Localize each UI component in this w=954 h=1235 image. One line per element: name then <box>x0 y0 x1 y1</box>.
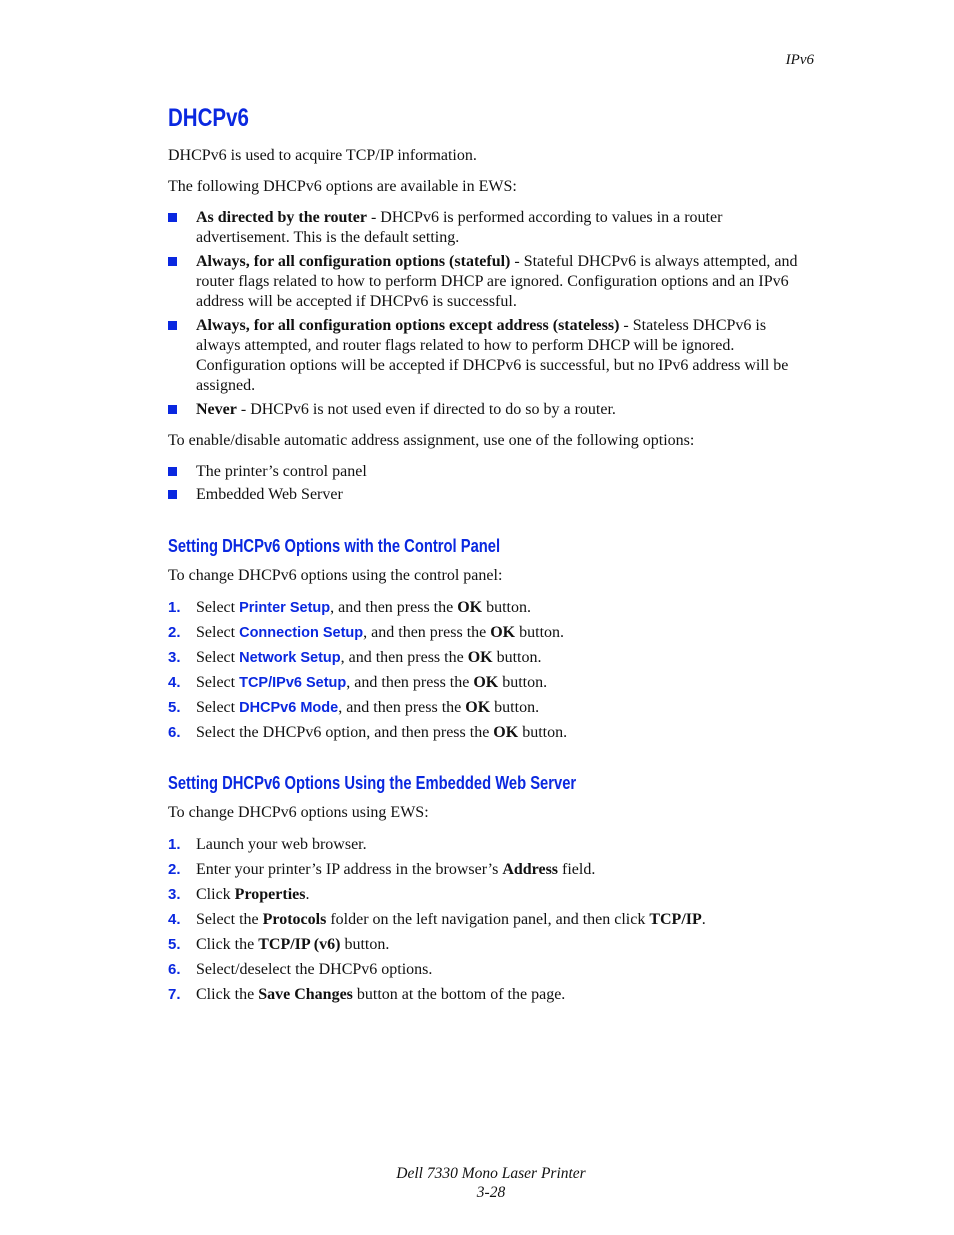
step-text: . <box>701 911 706 928</box>
page-footer <box>0 1164 954 1202</box>
menu-item-label: DHCPv6 Mode <box>239 700 339 716</box>
options-intro-paragraph: The following DHCPv6 options are available in EWS: <box>168 178 517 195</box>
bullet-square-icon <box>168 467 177 476</box>
bullet-square-icon <box>168 257 177 266</box>
intro-paragraph: DHCPv6 is used to acquire TCP/IP information. <box>168 147 477 164</box>
step-text: Select <box>196 674 240 691</box>
step-number: 6. <box>168 961 181 978</box>
step-number: 1. <box>168 599 181 616</box>
menu-item-label: Connection Setup <box>239 625 364 641</box>
step-text: , and then press the <box>338 699 466 716</box>
list-item <box>168 400 813 420</box>
step-text: Click the <box>196 986 259 1003</box>
step-item <box>168 623 813 643</box>
step-text: Enter your printer’s IP address in the browser’s <box>196 861 503 878</box>
step-text: button. <box>515 624 565 641</box>
method-label: Embedded Web Server <box>196 486 343 503</box>
button-name: OK <box>490 624 516 641</box>
step-text: button. <box>482 599 531 616</box>
step-text: button. <box>518 724 568 741</box>
list-item <box>168 316 813 396</box>
menu-item-label: Printer Setup <box>239 600 331 616</box>
button-name: OK <box>465 699 491 716</box>
step-text: Select <box>196 624 240 641</box>
step-number: 3. <box>168 886 181 903</box>
list-item <box>168 208 813 248</box>
option-desc: - Stateful DHCPv6 is always attempted, and router flags related to how to perform DHCP are ignored. Configuration options and an IPv6 address will be accepted if DHCPv6 is successful. <box>196 253 798 310</box>
step-text: button. <box>498 674 548 691</box>
bullet-square-icon <box>168 490 177 499</box>
ews-steps <box>168 835 813 1005</box>
button-name: OK <box>457 599 483 616</box>
method-label: The printer’s control panel <box>196 463 367 480</box>
ews-intro: To change DHCPv6 options using EWS: <box>168 804 429 821</box>
step-text: Select the DHCPv6 option, and then press the <box>196 724 494 741</box>
step-text: , and then press the <box>363 624 491 641</box>
step-text: Select/deselect the DHCPv6 options. <box>196 961 433 978</box>
option-term: As directed by the router <box>196 209 367 226</box>
step-text: Select <box>196 649 240 666</box>
control-panel-intro: To change DHCPv6 options using the control panel: <box>168 567 503 584</box>
step-number: 4. <box>168 674 181 691</box>
option-term: Always, for all configuration options except address (stateless) <box>196 317 620 334</box>
enable-paragraph: To enable/disable automatic address assignment, use one of the following options: <box>168 432 695 449</box>
step-text: Launch your web browser. <box>196 836 367 853</box>
step-text: , and then press the <box>330 599 458 616</box>
ui-term: TCP/IP (v6) <box>258 936 341 953</box>
ui-term: Address <box>502 861 559 878</box>
step-item <box>168 910 813 930</box>
step-text: , and then press the <box>340 649 468 666</box>
step-number: 4. <box>168 911 181 928</box>
ui-term: Save Changes <box>258 986 353 1003</box>
control-panel-steps <box>168 598 813 743</box>
step-text: button. <box>340 936 390 953</box>
page-title: DHCPv6 <box>168 104 249 132</box>
button-name: OK <box>473 674 499 691</box>
step-item <box>168 723 813 743</box>
step-number: 5. <box>168 936 181 953</box>
step-item <box>168 598 813 618</box>
bullet-square-icon <box>168 213 177 222</box>
step-text: field. <box>558 861 596 878</box>
step-number: 2. <box>168 861 181 878</box>
step-number: 7. <box>168 986 181 1003</box>
step-number: 1. <box>168 836 181 853</box>
option-term: Always, for all configuration options (stateful) <box>196 253 511 270</box>
step-text: folder on the left navigation panel, and then click <box>326 911 650 928</box>
step-text: button. <box>490 699 540 716</box>
step-item <box>168 885 813 905</box>
menu-item-label: TCP/IPv6 Setup <box>239 675 347 691</box>
step-item <box>168 960 813 980</box>
step-text: , and then press the <box>346 674 474 691</box>
list-item <box>168 485 813 505</box>
step-text: button at the bottom of the page. <box>352 986 566 1003</box>
option-desc: - DHCPv6 is performed according to values in a router advertisement. This is the default setting. <box>196 209 723 246</box>
bullet-square-icon <box>168 321 177 330</box>
step-number: 6. <box>168 724 181 741</box>
bullet-square-icon <box>168 405 177 414</box>
step-item <box>168 860 813 880</box>
step-item <box>168 835 813 855</box>
button-name: OK <box>493 724 519 741</box>
step-item <box>168 673 813 693</box>
step-text: Click the <box>196 936 259 953</box>
list-item <box>168 462 813 482</box>
step-number: 3. <box>168 649 181 666</box>
ui-term: TCP/IP <box>649 911 702 928</box>
step-text: Select the <box>196 911 263 928</box>
footer-product-name: Dell 7330 Mono Laser Printer <box>396 1165 586 1182</box>
step-text: Select <box>196 599 240 616</box>
step-text: Select <box>196 699 240 716</box>
control-panel-heading: Setting DHCPv6 Options with the Control Panel <box>168 536 501 556</box>
ui-term: Properties <box>234 886 306 903</box>
step-text: . <box>305 886 310 903</box>
option-term: Never <box>196 401 237 418</box>
step-number: 5. <box>168 699 181 716</box>
step-item <box>168 985 813 1005</box>
option-desc: - Stateless DHCPv6 is always attempted, and router flags related to how to perform DHCP will be ignored. Configuration options will be accepted if DHCPv6 is successful, but no IPv6 address will be assigned. <box>196 317 789 394</box>
step-text: button. <box>492 649 542 666</box>
step-text: Click <box>196 886 235 903</box>
step-number: 2. <box>168 624 181 641</box>
step-item <box>168 648 813 668</box>
button-name: OK <box>467 649 493 666</box>
option-desc: - DHCPv6 is not used even if directed to do so by a router. <box>236 401 616 418</box>
dhcpv6-options-list <box>168 208 813 420</box>
menu-item-label: Network Setup <box>239 650 341 666</box>
step-item <box>168 935 813 955</box>
step-item <box>168 698 813 718</box>
enable-methods-list <box>168 462 813 505</box>
ui-term: Protocols <box>262 911 327 928</box>
list-item <box>168 252 813 312</box>
ews-heading: Setting DHCPv6 Options Using the Embedded Web Server <box>168 773 577 793</box>
running-head: IPv6 <box>785 52 814 68</box>
footer-page-number: 3-28 <box>476 1184 506 1201</box>
